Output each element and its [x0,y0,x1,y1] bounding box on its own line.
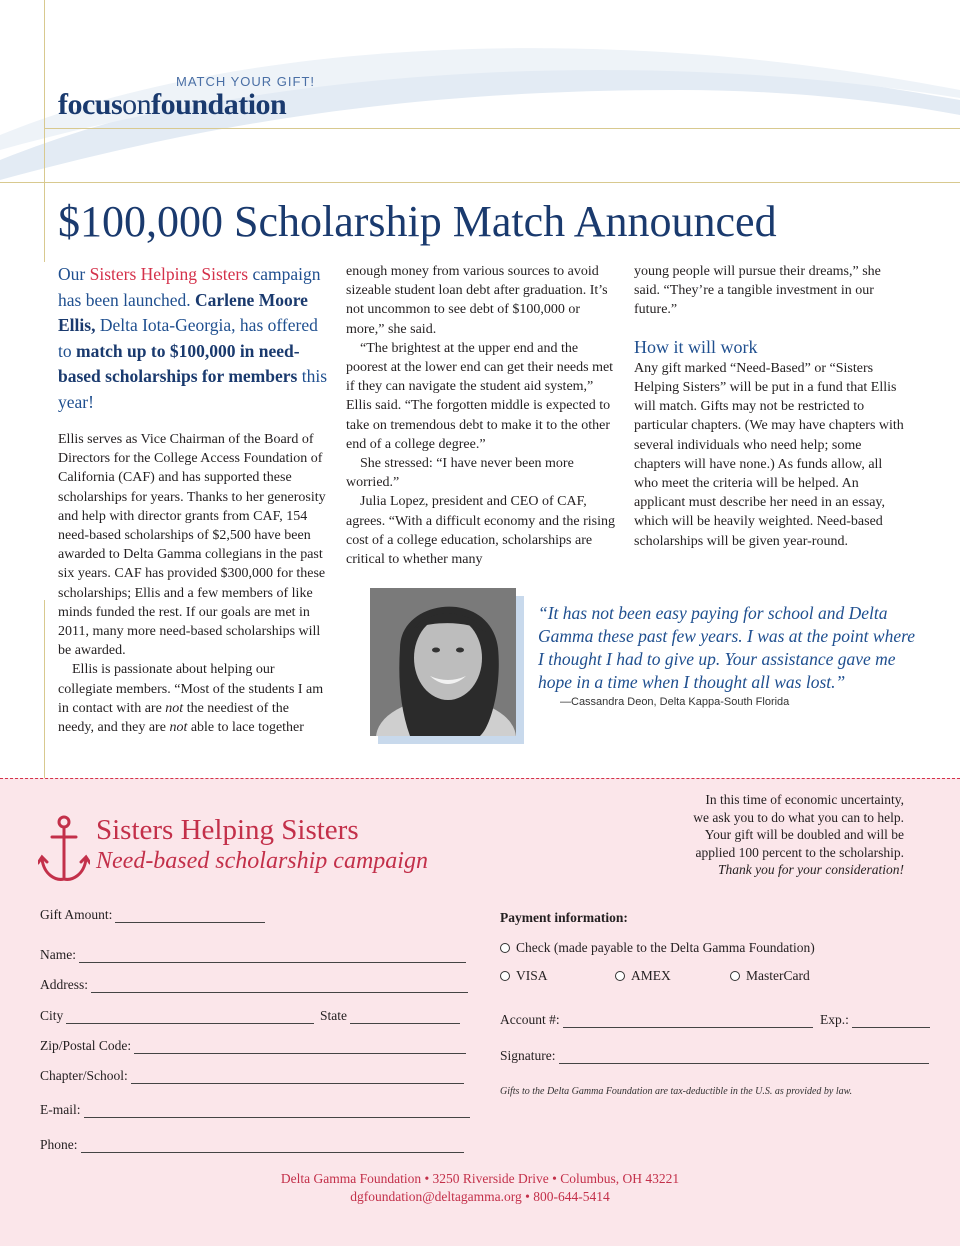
rule-horizontal [44,128,960,129]
quote-attribution: —Cassandra Deon, Delta Kappa-South Florida [560,696,790,708]
campaign-subtitle: Need-based scholarship campaign [96,848,428,874]
article-column-3: young people will pursue their dreams,” she said. “They’re a tangible investment in our future.” How it will work Any gift marked “Need-Based” or “Sisters Helping Sisters” will be put in a fund that Ellis will match. Gifts may not be restricted to particular chapters. (We may have chapters with several individuals who need help; some chapters will have none.) As funds allow, all who meet the criteria will be helped. An applicant must describe her need in an essay, which will be heavily weighted. Need-based scholarships will be given year-round. [634,262,906,551]
rule-vertical [44,0,45,262]
city-field[interactable]: City [40,1008,314,1024]
portrait-photo [370,588,516,736]
rule-vertical-lower [44,600,45,780]
exp-field[interactable]: Exp.: [820,1012,930,1028]
appeal-text: In this time of economic uncertainty, we ask you to do what you can to help. Your gift will be doubled and will be applied 100 percent to the scholarship. Thank you for your consideration! [693,792,904,877]
radio-icon [730,971,740,981]
zip-field[interactable]: Zip/Postal Code: [40,1038,466,1054]
brand-logo: focusonfoundation [58,88,287,121]
name-field[interactable]: Name: [40,947,466,963]
tax-disclaimer: Gifts to the Delta Gamma Foundation are tax-deductible in the U.S. as provided by law. [500,1086,853,1097]
match-kicker: MATCH YOUR GIFT! [176,74,316,89]
pull-quote: “It has not been easy paying for school and Delta Gamma these past few years. I was at the point where I thought I had to give up. Your assistance gave me hope in a time when I thought all was lost.” [538,603,916,692]
radio-icon [500,943,510,953]
rule-horizontal-mid [0,182,960,183]
gift-amount-field[interactable]: Gift Amount: [40,907,265,923]
footer-contact: Delta Gamma Foundation • 3250 Riverside Drive • Columbus, OH 43221 dgfoundation@deltagamma.org • 800-644-5414 [280,1171,680,1204]
state-field[interactable]: State [320,1008,460,1024]
campaign-title: Sisters Helping Sisters [96,814,359,846]
anchor-icon [38,815,90,885]
radio-icon [500,971,510,981]
address-field[interactable]: Address: [40,977,468,993]
page-title: $100,000 Scholarship Match Announced [58,197,777,246]
section-subhead: How it will work [634,336,758,357]
signature-field[interactable]: Signature: [500,1048,929,1064]
payment-heading: Payment information: [500,910,628,925]
account-field[interactable]: Account #: [500,1012,813,1028]
article-column-1: Ellis serves as Vice Chairman of the Board of Directors for the College Access Foundation of California (CAF) and has supported these scholarships for years. Thanks to her generosity and help with director grants from CAF, 154 need-based scholarships of $2,500 have been awarded to Delta Gamma collegians in the past six years. CAF has provided $300,000 for these scholarships; Ellis and a few members of like minds funded the rest. If our goals are met in 2011, many more need-based scholarships will be awarded. Ellis is passionate about helping our collegiate members. “Most of the students I am in contact with are not the neediest of the needy, and they are not able to lace together [58,432,326,736]
lead-paragraph: Our Sisters Helping Sisters campaign has been launched. Carlene Moore Ellis, Delta Iota-Georgia, has offered to match up to $100,000 in need-based scholarships for members this year! [58,264,328,412]
amex-option[interactable]: AMEX [615,968,671,984]
mastercard-option[interactable]: MasterCard [730,968,810,984]
check-option[interactable]: Check (made payable to the Delta Gamma Foundation) [500,940,815,956]
visa-option[interactable]: VISA [500,968,548,984]
chapter-field[interactable]: Chapter/School: [40,1068,464,1084]
phone-field[interactable]: Phone: [40,1137,464,1153]
article-column-2: enough money from various sources to avoid sizeable student loan debt after graduation. It’s not uncommon to see debt of $100,000 or more,” she said. “The brightest at the upper end and the poorest at the lower end can get their needs met if they can navigate the student aid system,” Ellis said. “The forgotten middle is expected to take on tremendous debt to make it to the other end of a college degree.” She stressed: “I have never been more worried.” Julia Lopez, president and CEO of CAF, agrees. “With a difficult economy and the rising cost of a college education, scholarships are critical to whether many [346,264,615,568]
cut-line [0,778,960,779]
email-field[interactable]: E-mail: [40,1102,470,1118]
radio-icon [615,971,625,981]
